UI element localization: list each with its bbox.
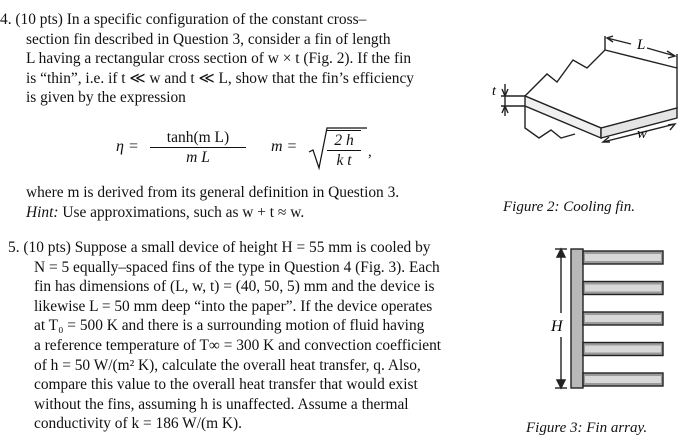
- p4-line-3: L having a rectangular cross section of w × t (Fig. 2). If the fin: [26, 50, 412, 68]
- p4-hint: [0, 203, 480, 223]
- p5-line-9: without the fins, assuming h is unaffected. Assume a thermal: [34, 395, 409, 413]
- problem-4-after: [0, 183, 480, 222]
- root-denominator: k t: [336, 152, 352, 169]
- fin-front-face: [525, 96, 601, 138]
- figure-3-fin-array: [545, 245, 675, 395]
- p4-line-1: 4. (10 pts) In a specific configuration of the constant cross–: [0, 11, 367, 28]
- root-fraction: [327, 130, 361, 170]
- efficiency-equation: [0, 130, 480, 174]
- hint-label: Hint:: [26, 203, 59, 221]
- figure-2-caption: Figure 2: Cooling fin.: [503, 199, 635, 215]
- figure-2-cooling-fin: [492, 37, 695, 168]
- root-numerator: 2 h: [327, 131, 361, 151]
- fig2-label-L: L: [637, 37, 646, 53]
- fin-4-highlight: [585, 346, 661, 353]
- square-root-sign: [307, 126, 329, 170]
- eta-lhs: η =: [116, 138, 139, 155]
- fig2-label-t: t: [492, 84, 496, 99]
- fin-3-highlight: [585, 315, 661, 322]
- fin-2-highlight: [585, 285, 661, 292]
- problem-5: [8, 238, 494, 434]
- p5-line-6: a reference temperature of T∞ = 300 K and convection coefficient: [34, 336, 442, 354]
- p4-line-5: is given by the expression: [26, 89, 186, 107]
- fig2-label-w: w: [637, 126, 648, 142]
- p5-line-3: fin has dimensions of (L, w, t) = (40, 50, 5) mm and the device is: [34, 278, 435, 296]
- hint-text: Use approximations, such as w + t ≈ w.: [58, 203, 305, 221]
- eta-numerator: tanh(m L): [150, 128, 246, 148]
- eta-fraction: [150, 128, 246, 167]
- p4-after-line: where m is derived from its general definition in Question 3.: [26, 184, 400, 201]
- fin-5-highlight: [585, 376, 661, 383]
- p5-line-7: of h = 50 W/(m² K), calculate the overall heat transfer, q. Also,: [34, 356, 421, 374]
- p5-line-2: N = 5 equally–spaced fins of the type in Question 4 (Fig. 3). Each: [34, 258, 440, 276]
- p5-line-4: likewise L = 50 mm deep “into the paper”. If the device operates: [34, 297, 433, 315]
- device-base: [571, 249, 583, 388]
- eta-denominator: m L: [186, 149, 210, 166]
- p5-line-10: conductivity of k = 186 W/(m K).: [34, 415, 243, 433]
- p5-line-1: 5. (10 pts) Suppose a small device of height H = 55 mm is cooled by: [8, 239, 431, 256]
- fin-1-highlight: [585, 254, 661, 261]
- p4-line-2: section fin described in Question 3, consider a fin of length: [26, 30, 391, 48]
- p5-line-5: at T₀ = 500 K and there is a surrounding motion of fluid having: [34, 317, 425, 335]
- p5-line-8: compare this value to the overall heat transfer that would exist: [34, 376, 418, 394]
- fin-group: [583, 251, 663, 386]
- fig3-label-H: H: [551, 318, 563, 335]
- p4-line-4: is “thin”, i.e. if t ≪ w and t ≪ L, show that the fin’s efficiency: [26, 69, 414, 87]
- problem-4: [0, 10, 480, 108]
- equation-comma: ,: [368, 144, 372, 160]
- figure-3-caption: Figure 3: Fin array.: [526, 420, 648, 436]
- m-lhs: m =: [271, 138, 298, 155]
